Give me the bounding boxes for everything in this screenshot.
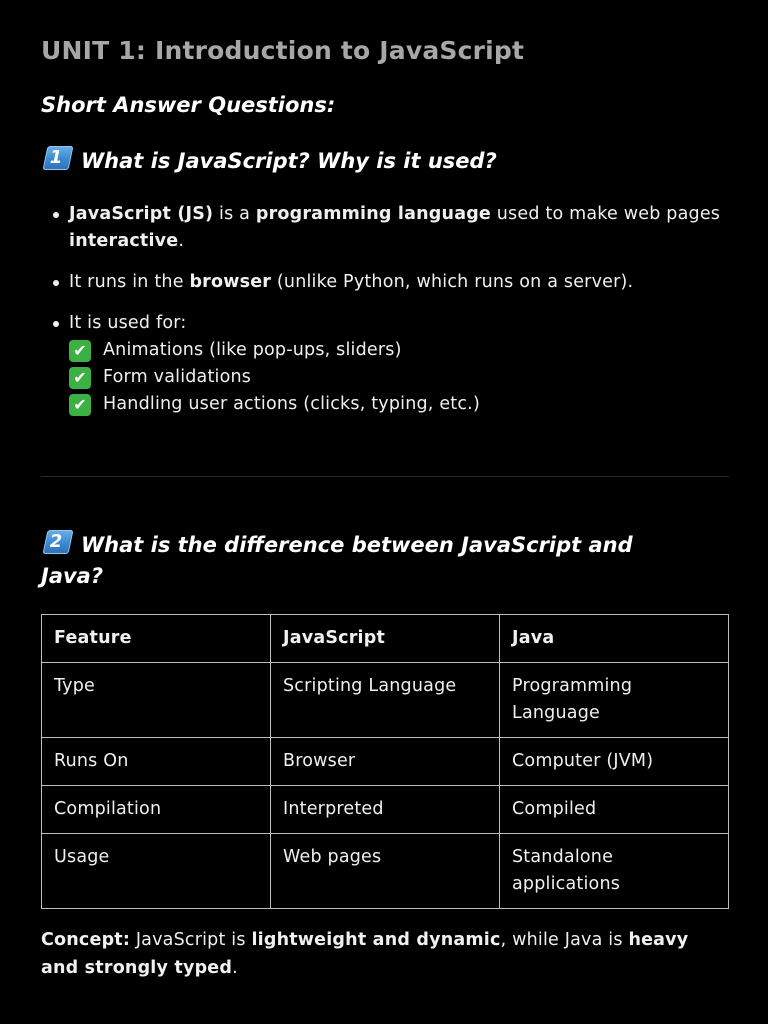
use-item: ✔ Form validations	[69, 364, 731, 391]
table-header-cell: JavaScript	[271, 615, 500, 663]
section-label: Short Answer Questions:	[41, 93, 336, 117]
question-1-heading	[41, 146, 701, 177]
table-cell: Type	[42, 663, 271, 738]
use-item: ✔ Handling user actions (clicks, typing, etc.)	[69, 391, 731, 418]
bullet-item	[51, 310, 731, 418]
question-1-title: What is JavaScript? Why is it used?	[81, 149, 497, 173]
table-cell: Web pages	[271, 834, 500, 909]
table-header-row	[42, 615, 729, 663]
check-mark-icon: ✔	[69, 367, 91, 389]
uses-intro: It is used for:	[69, 313, 187, 333]
question-2-title: What is the difference between JavaScript and Java?	[41, 533, 633, 588]
keycap-1-icon: 1	[41, 146, 71, 172]
question-1-bullets	[51, 201, 731, 418]
table-cell: Compiled	[500, 786, 729, 834]
table-cell: Browser	[271, 738, 500, 786]
check-mark-icon: ✔	[69, 394, 91, 416]
table-row	[42, 834, 729, 909]
keycap-2-icon: 2	[41, 530, 71, 556]
concept-note: Concept: JavaScript is lightweight and dynamic, while Java is heavy and strongly typed.	[41, 930, 689, 978]
table-row	[42, 786, 729, 834]
bullet-item: It runs in the browser (unlike Python, which runs on a server).	[51, 269, 731, 296]
bullet-item: JavaScript (JS) is a programming language used to make web pages interactive.	[51, 201, 731, 255]
comparison-table	[41, 614, 729, 909]
use-item: ✔ Animations (like pop-ups, sliders)	[69, 337, 731, 364]
table-cell: Scripting Language	[271, 663, 500, 738]
table-row	[42, 663, 729, 738]
table-cell: Programming Language	[500, 663, 729, 738]
question-2-heading	[41, 530, 701, 592]
table-header-cell: Java	[500, 615, 729, 663]
concept-label: Concept:	[41, 930, 131, 950]
table-row	[42, 738, 729, 786]
check-mark-icon: ✔	[69, 340, 91, 362]
table-cell: Runs On	[42, 738, 271, 786]
table-cell: Interpreted	[271, 786, 500, 834]
table-cell: Computer (JVM)	[500, 738, 729, 786]
section-divider	[41, 476, 729, 477]
table-cell: Standalone applications	[500, 834, 729, 909]
table-header-cell: Feature	[42, 615, 271, 663]
table-cell: Compilation	[42, 786, 271, 834]
unit-title: UNIT 1: Introduction to JavaScript	[41, 36, 525, 65]
table-cell: Usage	[42, 834, 271, 909]
